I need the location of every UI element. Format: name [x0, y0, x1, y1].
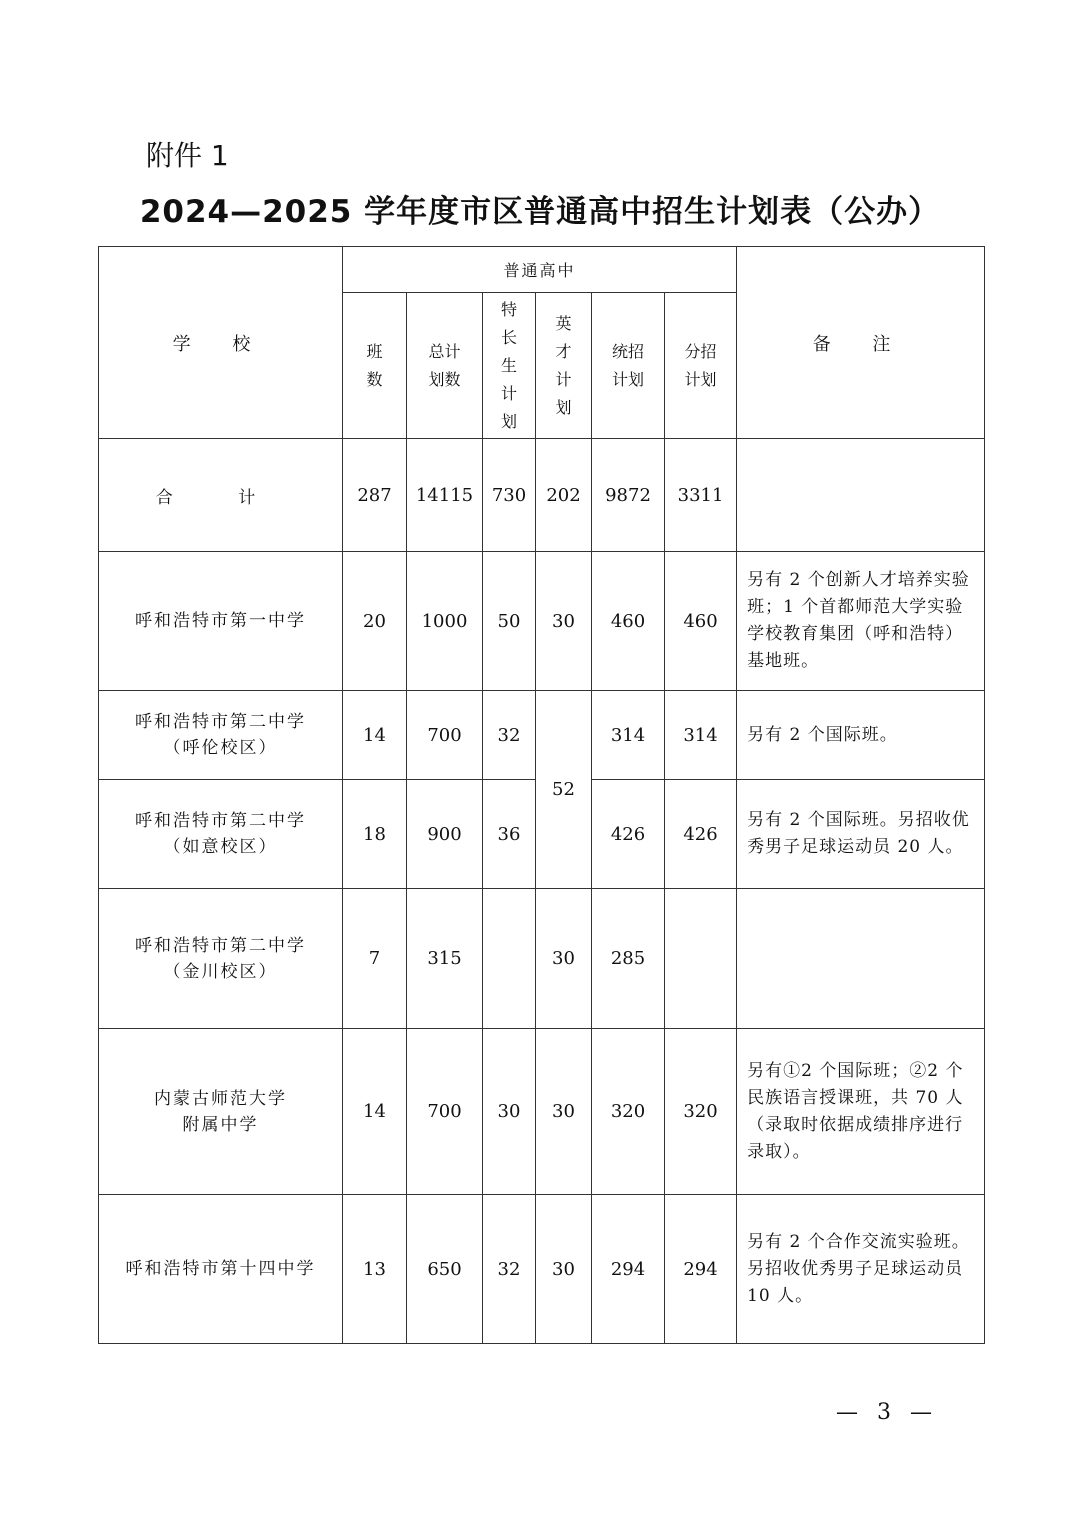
- header-total-label: 总计划数: [428, 341, 461, 389]
- specialty-cell: [483, 889, 536, 1029]
- school-name: [99, 1029, 343, 1195]
- header-talent: [536, 293, 592, 439]
- allocated-cell: 426: [665, 780, 737, 889]
- school-name-line1: 内蒙古师范大学: [154, 1088, 287, 1109]
- allocated-cell: [665, 889, 737, 1029]
- school-name: [99, 691, 343, 780]
- school-name: [99, 889, 343, 1029]
- header-total: [407, 293, 483, 439]
- school-name-line1: 呼和浩特市第二中学: [135, 935, 306, 956]
- allocated-cell: 294: [665, 1195, 737, 1344]
- talent-cell: 30: [536, 552, 592, 691]
- school-name-line1: 呼和浩特市第二中学: [135, 811, 306, 831]
- unified-cell: 320: [592, 1029, 665, 1195]
- table-row: [99, 552, 985, 691]
- remark-cell: 另有 2 个合作交流实验班。另招收优秀男子足球运动员 10 人。: [737, 1195, 985, 1344]
- unified-cell: 294: [592, 1195, 665, 1344]
- classes-cell: 13: [343, 1195, 407, 1344]
- school-name-line1: 呼和浩特市第十四中学: [125, 1259, 316, 1279]
- school-name: [99, 552, 343, 691]
- total-cell: 700: [407, 1029, 483, 1195]
- total-specialty: 730: [483, 439, 536, 552]
- talent-cell: 30: [536, 1029, 592, 1195]
- school-name-line1: 呼和浩特市第二中学: [135, 712, 306, 732]
- header-unified-label: 统招计划: [611, 341, 644, 389]
- talent-cell: 30: [536, 889, 592, 1029]
- school-name-line2: （如意校区）: [163, 837, 278, 857]
- total-total: 14115: [407, 439, 483, 552]
- classes-cell: 18: [343, 780, 407, 889]
- allocated-cell: 320: [665, 1029, 737, 1195]
- table-row: [99, 691, 985, 780]
- school-name-line2: （金川校区）: [163, 961, 278, 982]
- total-cell: 700: [407, 691, 483, 780]
- total-classes: 287: [343, 439, 407, 552]
- school-name: [99, 1195, 343, 1344]
- total-unified: 9872: [592, 439, 665, 552]
- total-label: 合 计: [99, 439, 343, 552]
- remark-cell: 另有 2 个国际班。: [737, 691, 985, 780]
- header-unified: [592, 293, 665, 439]
- specialty-cell: 32: [483, 1195, 536, 1344]
- header-allocated-label: 分招计划: [684, 341, 717, 389]
- remark-cell: 另有 2 个创新人才培养实验班；1 个首都师范大学实验学校教育集团（呼和浩特）基地班。: [737, 552, 985, 691]
- unified-cell: 426: [592, 780, 665, 889]
- total-row: [99, 439, 985, 552]
- classes-cell: 14: [343, 1029, 407, 1195]
- header-talent-label: 英才计划: [555, 313, 572, 417]
- specialty-cell: 36: [483, 780, 536, 889]
- unified-cell: 314: [592, 691, 665, 780]
- classes-cell: 20: [343, 552, 407, 691]
- attachment-label: 附件 1: [146, 139, 229, 172]
- unified-cell: 460: [592, 552, 665, 691]
- allocated-cell: 314: [665, 691, 737, 780]
- classes-cell: 14: [343, 691, 407, 780]
- specialty-cell: 30: [483, 1029, 536, 1195]
- school-name-line2: 附属中学: [182, 1114, 259, 1135]
- unified-cell: 285: [592, 889, 665, 1029]
- classes-cell: 7: [343, 889, 407, 1029]
- school-name: [99, 780, 343, 889]
- school-name-line1: 呼和浩特市第一中学: [135, 611, 306, 631]
- allocated-cell: 460: [665, 552, 737, 691]
- table-row: [99, 1195, 985, 1344]
- header-specialty-label: 特长生计划: [501, 299, 518, 431]
- specialty-cell: 50: [483, 552, 536, 691]
- total-cell: 1000: [407, 552, 483, 691]
- header-classes-label: 班数: [366, 341, 383, 389]
- school-name-line2: （呼伦校区）: [163, 738, 278, 758]
- total-cell: 650: [407, 1195, 483, 1344]
- table-row: [99, 889, 985, 1029]
- header-classes: [343, 293, 407, 439]
- header-group-regular-high-school: 普通高中: [343, 247, 737, 293]
- page-number: — 3 —: [836, 1400, 938, 1425]
- remark-cell: 另有 2 个国际班。另招收优秀男子足球运动员 20 人。: [737, 780, 985, 889]
- page-title: 2024—2025 学年度市区普通高中招生计划表（公办）: [139, 194, 941, 230]
- total-cell: 315: [407, 889, 483, 1029]
- header-allocated: [665, 293, 737, 439]
- talent-cell: 30: [536, 1195, 592, 1344]
- specialty-cell: 32: [483, 691, 536, 780]
- table-row: [99, 1029, 985, 1195]
- header-specialty: [483, 293, 536, 439]
- total-allocated: 3311: [665, 439, 737, 552]
- talent-cell-merged: 52: [536, 691, 592, 889]
- total-cell: 900: [407, 780, 483, 889]
- total-remark: [737, 439, 985, 552]
- remark-cell: [737, 889, 985, 1029]
- total-talent: 202: [536, 439, 592, 552]
- header-school: 学 校: [99, 247, 343, 439]
- header-remarks: 备 注: [737, 247, 985, 439]
- header-row-1: [99, 247, 985, 293]
- remark-cell: 另有①2 个国际班；②2 个民族语言授课班，共 70 人（录取时依据成绩排序进行录取）。: [737, 1029, 985, 1195]
- enrollment-plan-table: [98, 246, 985, 1344]
